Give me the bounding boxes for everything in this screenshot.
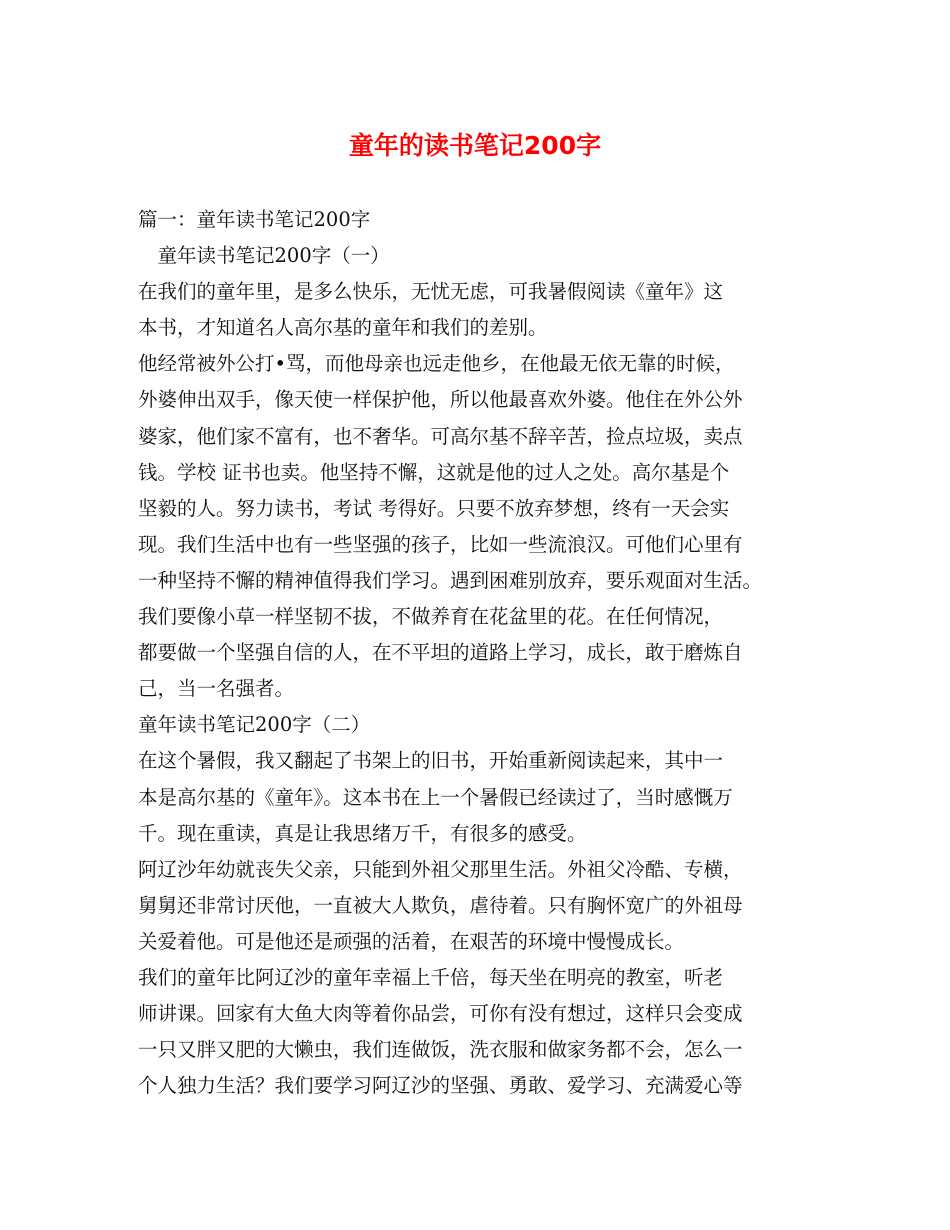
text-line: 童年读书笔记200字（一） bbox=[138, 244, 390, 268]
text-line: 个人独力生活？我们要学习阿辽沙的坚强、勇敢、爱学习、充满爱心等 bbox=[138, 1074, 743, 1098]
text-line: 篇一：童年读书笔记200字 bbox=[138, 208, 371, 231]
text-line: 本书，才知道名人高尔基的童年和我们的差别。 bbox=[138, 316, 548, 340]
text-line: 我们要像小草一样坚韧不拔，不做养育在花盆里的花。在任何情况， bbox=[138, 605, 724, 629]
text-line: 关爱着他。可是他还是顽强的活着，在艰苦的环境中慢慢成长。 bbox=[138, 929, 685, 953]
document-body bbox=[138, 202, 818, 1104]
text-line: 钱。学校 证书也卖。他坚持不懈，这就是他的过人之处。高尔基是个 bbox=[138, 460, 730, 484]
text-line: 师讲课。回家有大鱼大肉等着你品尝，可你有没有想过，这样只会变成 bbox=[138, 1002, 743, 1026]
text-line: 己，当一名强者。 bbox=[138, 677, 295, 701]
text-line: 婆家，他们家不富有，也不奢华。可高尔基不辞辛苦，捡点垃圾，卖点 bbox=[138, 424, 743, 448]
document-title: 童年的读书笔记200字 bbox=[348, 131, 602, 160]
text-line: 一种坚持不懈的精神值得我们学习。遇到困难别放弃，要乐观面对生活。 bbox=[138, 568, 763, 592]
text-line: 都要做一个坚强自信的人，在不平坦的道路上学习，成长，敢于磨炼自 bbox=[138, 641, 743, 665]
text-line: 外婆伸出双手，像天使一样保护他，所以他最喜欢外婆。他住在外公外 bbox=[138, 388, 743, 412]
text-line: 舅舅还非常讨厌他，一直被大人欺负，虐待着。只有胸怀宽广的外祖母 bbox=[138, 893, 743, 917]
text-line: 坚毅的人。努力读书，考试 考得好。只要不放弃梦想，终有一天会实 bbox=[138, 496, 730, 520]
text-line: 他经常被外公打•骂，而他母亲也远走他乡，在他最无依无靠的时候， bbox=[138, 352, 735, 376]
text-line: 一只又胖又肥的大懒虫，我们连做饭，洗衣服和做家务都不会，怎么一 bbox=[138, 1038, 743, 1062]
text-line: 我们的童年比阿辽沙的童年幸福上千倍，每天坐在明亮的教室，听老 bbox=[138, 965, 724, 989]
text-line: 现。我们生活中也有一些坚强的孩子，比如一些流浪汉。可他们心里有 bbox=[138, 532, 743, 556]
text-line: 阿辽沙年幼就丧失父亲，只能到外祖父那里生活。外祖父冷酷、专横， bbox=[138, 857, 743, 881]
text-line: 童年读书笔记200字（二） bbox=[138, 713, 371, 737]
text-line: 千。现在重读，真是让我思绪万千，有很多的感受。 bbox=[138, 821, 587, 845]
text-line: 在这个暑假，我又翻起了书架上的旧书，开始重新阅读起来，其中一 bbox=[138, 749, 724, 773]
text-line: 在我们的童年里，是多么快乐，无忧无虑，可我暑假阅读《童年》这 bbox=[138, 280, 724, 304]
text-line: 本是高尔基的《童年》。这本书在上一个暑假已经读过了，当时感慨万 bbox=[138, 785, 733, 809]
